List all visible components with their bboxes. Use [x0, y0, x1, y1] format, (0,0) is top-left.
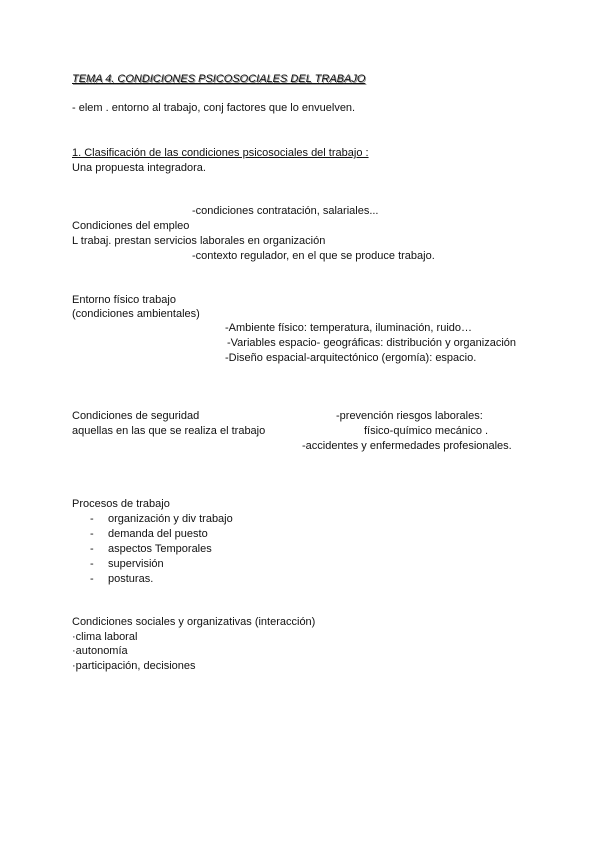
- sociales-item: ·autonomía: [72, 645, 128, 657]
- entorno-item: -Variables espacio- geográficas: distribución y organización: [227, 337, 517, 349]
- empleo-desc: L trabaj. prestan servicios laborales en organización: [72, 235, 326, 247]
- list-bullet: -: [90, 528, 94, 540]
- list-bullet: -: [90, 573, 94, 585]
- empleo-note-bottom: -contexto regulador, en el que se produce trabajo.: [192, 250, 435, 262]
- entorno-sublabel: (condiciones ambientales): [72, 308, 200, 320]
- seguridad-item: físico-químico mecánico .: [364, 425, 489, 437]
- sociales-item: ·participación, decisiones: [72, 660, 196, 672]
- list-bullet: -: [90, 558, 94, 570]
- entorno-item: -Ambiente físico: temperatura, iluminación, ruido…: [225, 322, 472, 334]
- empleo-label: Condiciones del empleo: [72, 220, 190, 232]
- page-title: TEMA 4. CONDICIONES PSICOSOCIALES DEL TRABAJO: [72, 73, 366, 85]
- entorno-item: -Diseño espacial-arquitectónico (ergomía): espacio.: [225, 352, 477, 364]
- seguridad-desc: aquellas en las que se realiza el trabajo: [72, 425, 266, 437]
- list-item: aspectos Temporales: [108, 543, 212, 555]
- empleo-note-top: -condiciones contratación, salariales...: [192, 205, 379, 217]
- section-heading: 1. Clasificación de las condiciones psicosociales del trabajo :: [72, 147, 369, 159]
- sociales-item: ·clima laboral: [72, 631, 138, 643]
- list-item: posturas.: [108, 573, 154, 585]
- entorno-label: Entorno físico trabajo: [72, 294, 176, 306]
- list-bullet: -: [90, 513, 94, 525]
- seguridad-item: -prevención riesgos laborales:: [336, 410, 483, 422]
- seguridad-label: Condiciones de seguridad: [72, 410, 200, 422]
- list-bullet: -: [90, 543, 94, 555]
- list-item: organización y div trabajo: [108, 513, 233, 525]
- sociales-label: Condiciones sociales y organizativas (interacción): [72, 616, 316, 628]
- procesos-label: Procesos de trabajo: [72, 498, 170, 510]
- intro-text: - elem . entorno al trabajo, conj factores que lo envuelven.: [72, 102, 356, 114]
- list-item: supervisión: [108, 558, 164, 570]
- section-subheading: Una propuesta integradora.: [72, 162, 206, 174]
- list-item: demanda del puesto: [108, 528, 208, 540]
- seguridad-item: -accidentes y enfermedades profesionales.: [302, 440, 512, 452]
